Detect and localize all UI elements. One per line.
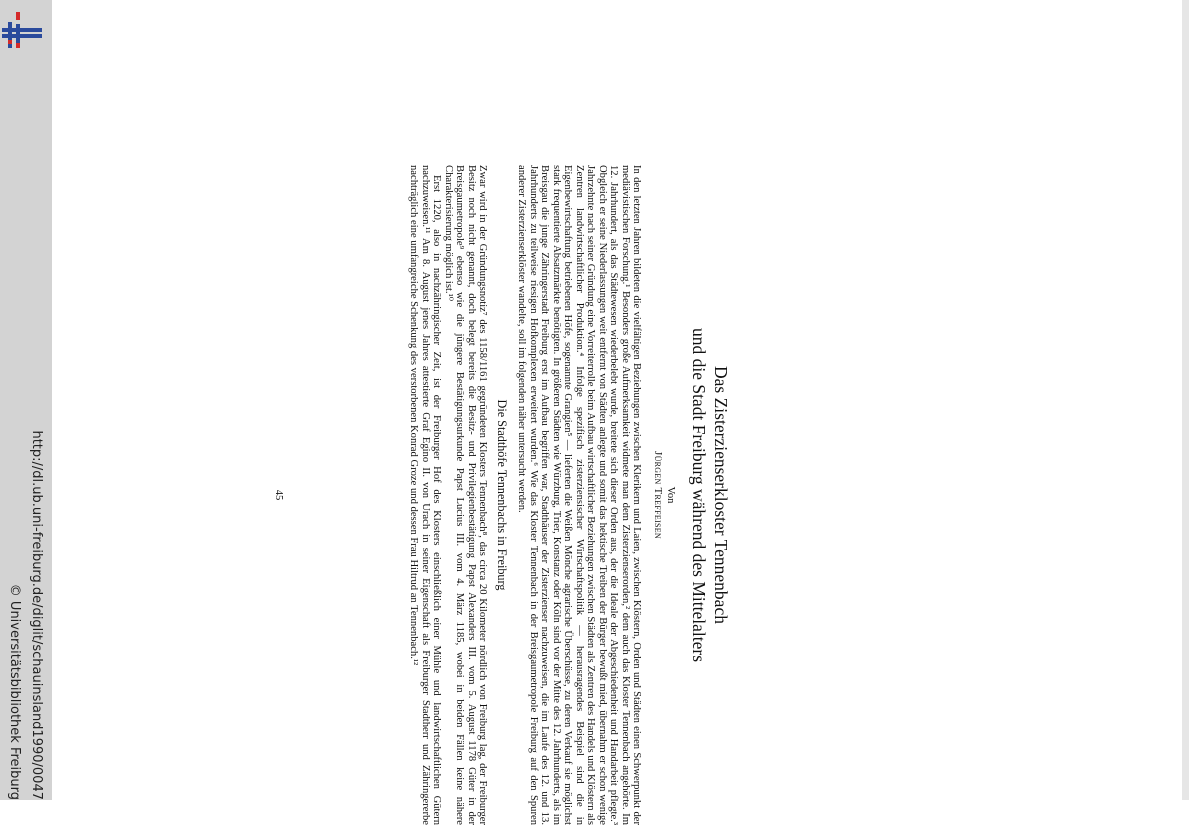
article-title-line-1: Das Zisterzienserkloster Tennenbach [711,366,731,624]
copyright-notice: © Universitätsbibliothek Freiburg [7,583,22,800]
right-scroll-edge [1182,0,1189,800]
section-heading: Die Stadthöfe Tennenbachs in Freiburg [495,399,510,591]
page-number: 45 [273,489,284,501]
viewer-sidebar [0,0,52,800]
intro-paragraph: In den letzten Jahren bildeten die vielfältigen Beziehungen zwischen Klerikern und Laien, zwischen Klöstern, Orden und Städten einen Schwerpunkt der mediävistischen Forschung.¹ Besonders große Aufmerksamkeit widmete man dem Zisterzienserorden,² dem auch das Kloster Tennenbach angehörte. Im 12. Jahrhundert, als das Städtewesen wiederbelebt wurde, breitete sich dieser Orden aus, der die Ideale der Abgeschiedenheit und Handarbeit pflegte.³ Obgleich er seine Niederlassungen weit entfernt von Städten anlegte und somit das hektische Treiben der Bürger bewußt mied, übernahm er schon wenige Jahrzehnte nach seiner Gründung eine Vorreiterrolle beim Aufbau wirtschaftlicher Beziehungen zwischen Städten als Zentren des Handels und Klöstern als Zentren landwirtschaftlicher Produktion.⁴ Infolge spezifisch zisterziensischer Wirtschaftspolitik — herausragendes Beispiel sind die in Eigenbewirtschaftung betriebenen Höfe, sogenannte Grangien⁵ — lieferten die Weißen Mönche agrarische Überschüsse, zu deren Verkauf sie möglichst stark frequentierte Absatzmärkte benötigten. In größeren Städten wie Würzburg, Trier, Konstanz oder Köln sind vor der Mitte des 12. Jahrhunderts, als im Breisgau die junge Zähringerstadt Freiburg erst im Aufbau begriffen war, Stadthäuser der Zisterzienser nachzuweisen, die im Laufe des 12. und 13. Jahrhunderts zu teilweise riesigen Hofkomplexen erweitert wurden.⁶ Wie das Kloster Tennenbach in der Breisgaumetropole Freiburg auf den Spuren anderer Zisterzienserklöster wandelte, soll im folgenden näher untersucht werden. [516,165,642,825]
author-name: Jürgen Treffeisen [652,451,664,539]
document-url: http://dl.ub.uni-freiburg.de/diglit/schauinsland1990/0047 [29,430,44,800]
body-paragraph-2: Zwar wird in der Gründungsnotiz⁷ des 1158/1161 gegründeten Klosters Tennenbach⁸, das circa 20 Kilometer nördlich von Freiburg lag, der Freiburger Besitz noch nicht genannt, doch belegt bereits die Besitz- und Privilegienbestätigung Papst Alexanders III. vom 5. August 1178 Güter in der Breisgaumetropole⁹ ebenso wie die jüngere Bestätigungsurkunde Papst Lucius III. vom 4. März 1185, wobei in beiden Fällen keine nähere Charakterisierung möglich ist.¹⁰ [442,165,489,825]
article-body [408,165,642,825]
body-paragraph-3: Erst 1220, also in nachzähringischer Zeit, ist der Freiburger Hof des Klosters einschließlich einer Mühle und landwirtschaftlichen Gütern nachzuweisen.¹¹ Am 8. August jenes Jahres attestierte Graf Egino II. von Urach in seiner Eigenschaft als Freiburger Stadtherr und Zähringererbe nachträglich eine umfangreiche Schenkung des verstorbenen Konrad Groze und dessen Frau Hiltrud an Tennenbach.¹² [408,165,443,825]
scanned-page [72,165,732,825]
byline-von: Von [665,486,676,504]
scanned-page-area [262,165,732,825]
article-title-line-2: und die Stadt Freiburg während des Mittelalters [689,327,709,663]
